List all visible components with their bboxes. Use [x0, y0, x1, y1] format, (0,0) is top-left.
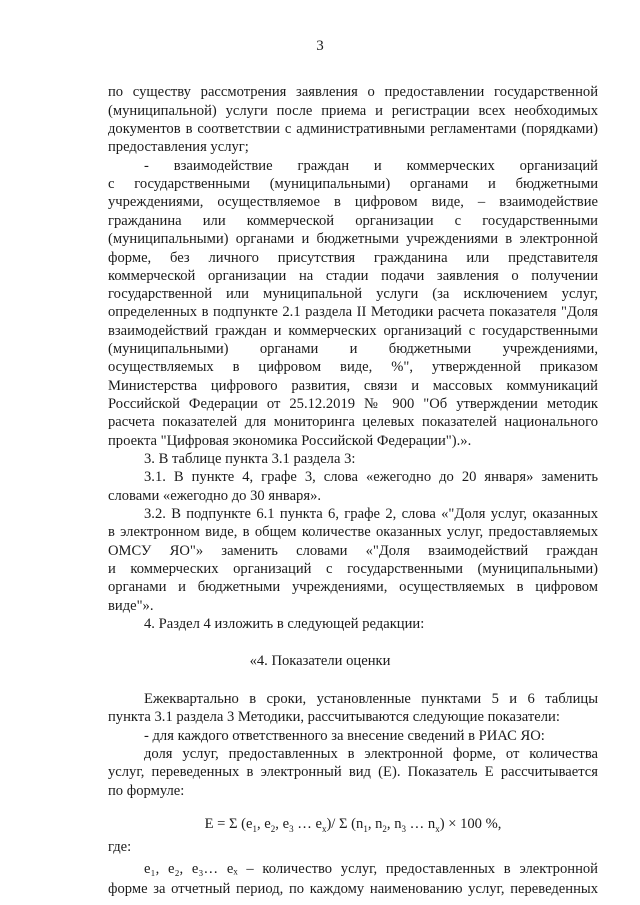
formula-subscript: 2 — [270, 823, 276, 834]
text-line: 3.1. В пункте 4, графе 3, слова «ежегодно до 20 января» заменить — [144, 469, 598, 485]
formula-subscript: x — [321, 823, 327, 834]
text-line: с государственными (муниципальными) органами и бюджетными — [108, 176, 598, 192]
text-line: документов в соответствии с административными регламентами (порядками) — [108, 121, 598, 137]
text-line: доля услуг, предоставленных в электронной форме, от количества — [144, 746, 598, 762]
formula-part: , n — [367, 816, 383, 832]
text-line: форме за отчетный период, по каждому наименованию услуг, переведенных — [108, 881, 598, 897]
text-line: e₁, e₂, e₃… eₓ – количество услуг, предоставленных в электронной — [144, 861, 598, 877]
section-heading: «4. Показатели оценки — [249, 653, 391, 669]
text-line: словами «ежегодно до 30 января». — [108, 488, 322, 504]
text-line: (муниципальной) услуги после приема и регистрации всех необходимых — [108, 103, 598, 119]
text-line: пункта 3.1 раздела 3 Методики, рассчитываются следующие показатели: — [108, 709, 560, 725]
formula-part: ) × 100 %, — [439, 816, 502, 832]
text-line: гражданина или коммерческой организации с государственными — [108, 213, 598, 229]
text-line: по формуле: — [108, 783, 185, 799]
formula-subscript: x — [435, 823, 440, 834]
text-line: в электронном виде, в общем количестве оказанных услуг, предоставляемых — [108, 524, 598, 540]
formula-subscript: 2 — [382, 823, 387, 834]
text-line: расчета показателей для мониторинга целевых показателей национального — [108, 414, 598, 430]
text-line: 3.2. В подпункте 6.1 пункта 6, графе 2, слова «"Доля услуг, оказанных — [144, 506, 598, 522]
formula-part: , e — [275, 816, 290, 832]
text-line: и коммерческих организаций с государственными (муниципальными) — [108, 561, 598, 577]
formula-subscript: 1 — [252, 823, 257, 834]
formula-part: … n — [406, 816, 436, 832]
formula-subscript: 1 — [363, 823, 368, 834]
text-line: Ежеквартально в сроки, установленные пунктами 5 и 6 таблицы — [144, 691, 598, 707]
text-line: где: — [108, 839, 132, 855]
formula-part: , e — [257, 816, 271, 832]
text-line: - взаимодействие граждан и коммерческих организаций — [144, 158, 598, 174]
formula-part: )/ Σ (n — [326, 816, 364, 832]
text-line: 4. Раздел 4 изложить в следующей редакции: — [144, 616, 425, 632]
formula-part: E = Σ (e — [204, 816, 253, 832]
page-number: 3 — [316, 38, 324, 54]
text-line: органами и бюджетными учреждениями, осуществляемых в цифровом — [108, 579, 598, 595]
text-line: Российской Федерации от 25.12.2019 № 900 "Об утверждении методик — [108, 396, 598, 412]
text-line: форме, без личного присутствия гражданина или представителя — [108, 250, 598, 266]
text-line: 3. В таблице пункта 3.1 раздела 3: — [144, 451, 356, 467]
text-line: коммерческой организации на стадии подачи заявления о получении — [108, 268, 598, 284]
text-line: учреждениями, осуществляемое в цифровом виде, – взаимодействие — [108, 194, 598, 210]
text-line: взаимодействий граждан и коммерческих организаций с государственными — [108, 323, 598, 339]
text-line: определенных в подпункте 2.1 раздела II Методики расчета показателя "Доля — [108, 304, 598, 320]
formula-part: , n — [386, 816, 402, 832]
text-line: предоставления услуг; — [108, 139, 249, 155]
formula-subscript: 3 — [289, 823, 294, 834]
text-line: виде"». — [108, 598, 154, 614]
text-line: (муниципальными) органами и бюджетными учреждениями в электронной — [108, 231, 598, 247]
text-line: Министерства цифрового развития, связи и массовых коммуникаций — [108, 378, 598, 394]
text-line: - для каждого ответственного за внесение сведений в РИАС ЯО: — [144, 728, 545, 744]
formula-part: … e — [293, 816, 322, 832]
formula-subscript: 3 — [401, 823, 406, 834]
text-line: услуг, переведенных в электронный вид (E). Показатель E рассчитывается — [108, 764, 598, 780]
text-line: проекта "Цифровая экономика Российской Федерации").». — [108, 433, 472, 449]
text-line: (муниципальными) органами и бюджетными учреждениями, — [108, 341, 598, 357]
text-line: по существу рассмотрения заявления о предоставлении государственной — [108, 84, 598, 100]
text-line: государственной или муниципальной услуги (за исключением услуг, — [108, 286, 598, 302]
text-line: ОМСУ ЯО"» заменить словами «"Доля взаимодействий граждан — [108, 543, 598, 559]
text-line: осуществляемых в цифровом виде, %", утвержденной приказом — [108, 359, 598, 375]
formula — [108, 815, 598, 833]
